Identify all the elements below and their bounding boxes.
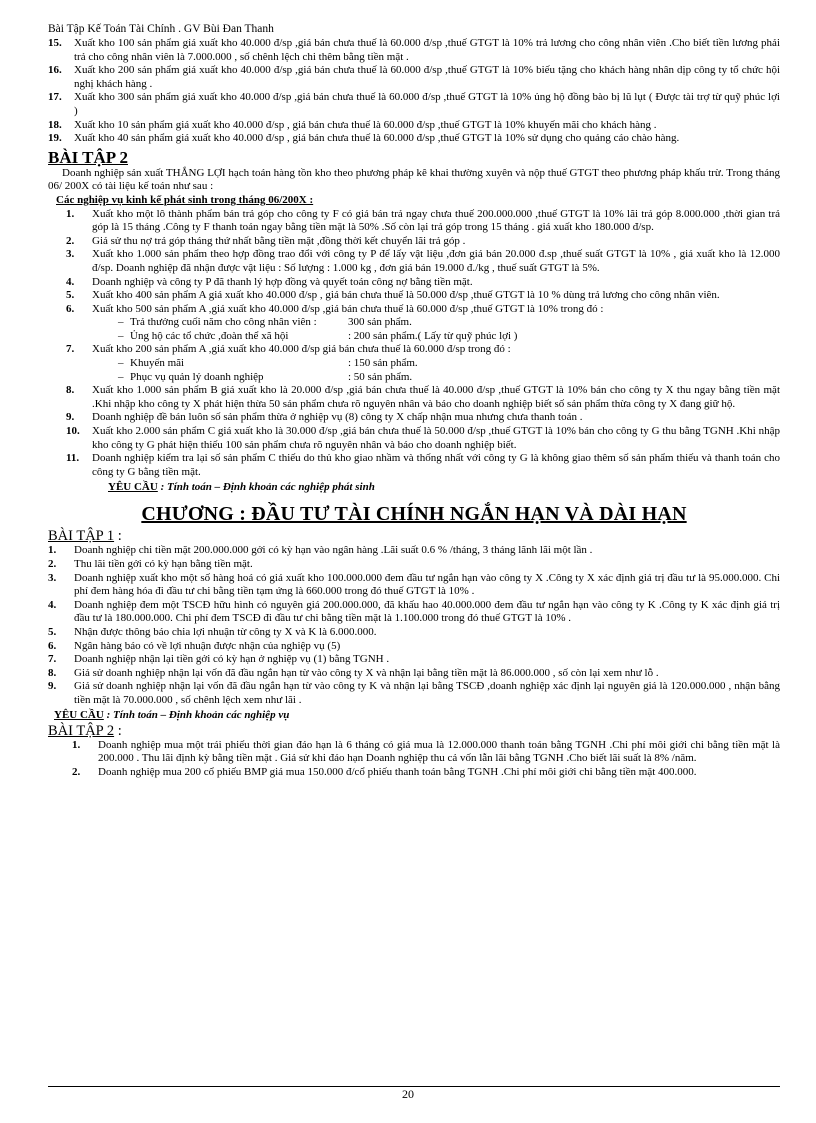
item-number: 16. [48,64,62,77]
chapter-exercise-2-list [48,739,780,780]
top-exercise-list [48,37,780,146]
item-text: Nhận được thông báo chia lợi nhuận từ công ty X và K là 6.000.000. [74,625,377,638]
item-number: 2. [66,234,75,247]
item-number: 7. [66,343,75,356]
item-text: Giả sử thu nợ trả góp tháng thứ nhất bằng tiền mặt ,đồng thời kết chuyển lãi trả góp . [92,234,466,247]
item-text: Doanh nghiệp kiểm tra lại số sản phẩm C thiếu do thủ kho giao nhầm và thống nhất với công ty G là không giao thêm số sản phẩm thiếu và thanh toán cho công ty G bằng tiền mặt. [92,452,780,478]
item-number: 4. [66,275,75,288]
sub-item-label: Khuyến mãi [130,357,185,370]
list-item [48,739,780,766]
item-text: Xuất kho 2.000 sản phẩm C giá xuất kho là 30.000 đ/sp ,giá bán chưa thuế là 50.000 đ/sp ,thuế GTGT là 10% bán cho công ty G thu bằng TGNH .Khi nhập kho công ty G phát hiện thiếu 100 sản phẩm chưa rõ nguyên nhân và báo cho doanh nghiệp biết. [92,425,780,451]
item-number: 18. [48,118,62,131]
requirement-label: YÊU CẦU [54,708,104,721]
item-number: 15. [48,37,62,49]
dash-bullet: – [118,316,124,329]
item-text: Xuất kho 500 sản phẩm A ,giá xuất kho 40.000 đ/sp ,giá bán chưa thuế là 60.000 đ/sp ,thuế GTGT là 10% trong đó : [92,302,604,315]
list-item [48,119,780,133]
exercise-2-title: BÀI TẬP 2 [48,147,128,167]
list-item [48,572,780,599]
list-item [48,626,780,640]
item-number: 2. [72,765,81,778]
sub-item [48,316,780,330]
item-text: Thu lãi tiền gởi có kỳ hạn bằng tiền mặt. [74,558,253,570]
list-item [48,766,780,780]
exercise-2-list [48,208,780,317]
list-item [48,343,780,357]
item-text: Xuất kho một lô thành phẩm bán trả góp cho công ty F có giá bán trả ngay chưa thuế 200.000.000 ,thuế GTGT là 10% lãi trả góp 8.000.000 ,thời gian trả góp là 15 tháng .Công ty F thanh toán ngay bằng tiền mặt là 50% .Số còn lại trả góp trong 15 tháng . giá xuất kho 180.000 đ/sp. [92,207,780,234]
chapter-exercise-2-title [48,723,780,739]
exercise-title-text: BÀI TẬP 2 [48,722,115,739]
item-text: Xuất kho 40 sản phẩm giá xuất kho 40.000 đ/sp , giá bán chưa thuế là 60.000 đ/sp ,thuế GTGT là 10% sử dụng cho quảng cáo chào hàng. [74,132,680,145]
sub-item-value: : 50 sản phẩm. [348,370,413,383]
item-text: Doanh nghiệp xuất kho một số hàng hoá có giá xuất kho 100.000.000 đem đầu tư ngắn hạn vào công ty X .Công ty X xác định giá trị đầu tư là 95.000.000. Chi phí đem hàng hóa đi đầu tư chi bằng tiền tạm ứng là 660.000 trong đó thuế GTGT là 10% . [74,571,780,598]
document-page [48,22,780,779]
item-number: 5. [48,625,57,638]
exercise-2-list-continued [48,384,780,479]
exercise-2-item-7 [48,343,780,357]
item-text: Xuất kho 10 sản phẩm giá xuất kho 40.000 đ/sp , giá bán chưa thuế là 60.000 đ/sp ,thuế GTGT là 10% khuyến mãi cho khách hàng . [74,118,657,131]
exercise-2-intro: Doanh nghiệp sản xuất THẮNG LỢI hạch toán hàng tồn kho theo phương pháp kê khai thường xuyên và nộp thuế GTGT theo phương pháp khấu trừ. Trong tháng 06/ 200X có tài liệu kế toán như sau : [48,166,780,193]
item-text: Doanh nghiệp chi tiền mặt 200.000.000 gởi có kỳ hạn vào ngân hàng .Lãi suất 0.6 % /tháng, 3 tháng lãnh lãi một lần . [74,544,593,557]
item-number: 3. [66,248,75,261]
requirement-text: : Tính toán – Định khoản các nghiệp phát sinh [157,481,375,494]
item-number: 2. [48,558,57,570]
list-item [48,37,780,64]
item-number: 8. [48,666,57,679]
list-item [48,91,780,118]
chapter-exercise-1-requirement [54,708,780,722]
dash-bullet: – [118,357,124,370]
item-number: 19. [48,132,62,145]
list-item [48,235,780,249]
sub-item-value: : 200 sản phẩm.( Lấy từ quỹ phúc lợi ) [348,329,518,342]
item-6-sublist [48,316,780,343]
sub-item [48,357,780,371]
sub-item [48,330,780,344]
item-number: 6. [48,639,57,652]
item-number: 17. [48,91,62,104]
list-item [48,544,780,558]
sub-item-label: Phục vụ quản lý doanh nghiệp [130,370,264,383]
list-item [48,411,780,425]
list-item [48,132,780,146]
exercise-title-colon: : [114,722,122,739]
list-item [48,64,780,91]
list-item [48,558,780,572]
requirement-label: YÊU CẦU [108,481,158,494]
sub-item-label: Ủng hộ các tổ chức ,đoàn thể xã hội [130,329,289,342]
item-text: Doanh nghiệp đem một TSCĐ hữu hình có nguyên giá 200.000.000, đã khấu hao 40.000.000 đem đầu tư ngắn hạn vào công ty K .Công ty K xác định giá trị đầu tư là 180.000.000. Chi phí đem TSCĐ đi đầu tư chi bằng tiền mặt là 1.100.000 trong đó thuế GTGT là 10% . [74,598,780,625]
list-item [48,640,780,654]
item-number: 1. [66,207,75,220]
exercise-title-colon: : [114,528,122,545]
sub-item-value: 300 sản phẩm. [348,316,412,329]
item-text: Xuất kho 200 sản phẩm giá xuất kho 40.000 đ/sp ,giá bán chưa thuế là 60.000 đ/sp ,thuế GTGT là 10% biếu tặng cho khách hàng nhân dịp công ty tổ chức hội nghị khách hàng . [74,64,780,90]
list-item [48,384,780,411]
item-number: 9. [48,680,57,693]
sub-item-label: Trả thưởng cuối năm cho công nhân viên : [130,316,317,329]
list-item [48,208,780,235]
item-text: Ngân hàng báo có về lợi nhuận được nhận của nghiệp vụ (5) [74,639,341,652]
item-7-sublist [48,357,780,384]
chapter-exercise-1-title [48,528,780,544]
item-text: Xuất kho 100 sản phẩm giá xuất kho 40.000 đ/sp ,giá bán chưa thuế là 60.000 đ/sp ,thuế GTGT là 10% trả lương cho công nhân viên .Cho biết tiền lương phải trả cho công nhân viên là 7.000.000 , số chênh lệch chi thêm bằng tiền mặt . [74,37,780,63]
dash-bullet: – [118,329,124,342]
list-item [48,303,780,317]
item-text: Xuất kho 300 sản phẩm giá xuất kho 40.000 đ/sp ,giá bán chưa thuế là 60.000 đ/sp ,thuế GTGT là 10% ủng hộ đồng bào bị lũ lụt ( Được tài trợ từ quỹ phúc lợi ) [74,91,780,117]
item-number: 7. [48,653,57,666]
exercise-2-heading: Các nghiệp vụ kinh kế phát sinh trong tháng 06/200X : [56,193,314,206]
exercise-title-text: BÀI TẬP 1 [48,528,115,545]
item-text: Giả sử doanh nghiệp nhận lại vốn đã đầu ngắn hạn từ vào công ty X và nhận lại bằng tiền mặt là 86.000.000 , số còn lại xem như lỗ . [74,666,659,679]
item-number: 1. [48,544,57,557]
requirement-text: : Tính toán – Định khoản các nghiệp vụ [103,708,290,721]
item-number: 1. [72,738,81,751]
item-number: 8. [66,384,75,397]
item-number: 5. [66,289,75,302]
item-text: Giả sử doanh nghiệp nhận lại vốn đã đầu ngắn hạn từ vào công ty K và nhận lại bằng TSCĐ ,doanh nghiệp xác định lại nguyên giá là 120.000.000 , nhận bằng tiền mặt là 70.000.000 , số chênh lệch xem như lãi . [74,680,780,706]
item-text: Xuất kho 400 sản phẩm A giá xuất kho 40.000 đ/sp , giá bán chưa thuế là 50.000 đ/sp ,thuế GTGT là 10 % dùng trả lương cho công nhân viên. [92,289,720,302]
list-item [48,425,780,452]
item-number: 4. [48,598,57,611]
exercise-2-requirement [108,480,780,494]
list-item [48,248,780,275]
list-item [48,276,780,290]
item-text: Doanh nghiệp mua 200 cổ phiếu BMP giá mua 150.000 đ/cổ phiếu thanh toán bằng TGNH .Chi phí môi giới chi bằng tiền mặt 400.000. [98,765,697,778]
item-text: Doanh nghiệp nhận lại tiền gởi có kỳ hạn ở nghiệp vụ (1) bằng TGNH . [74,653,390,666]
list-item [48,667,780,681]
list-item [48,599,780,626]
list-item [48,653,780,667]
item-text: Doanh nghiệp mua một trái phiếu thời gian đáo hạn là 6 tháng có giá mua là 12.000.000 thanh toán bằng TGNH .Chi phí môi giới chi bằng tiền mặt là 200.000 . Thu lãi định kỳ bằng tiền mặt . Giả sử khi đáo hạn Doanh nghiệp thu cả vốn lẫn lãi bằng TGNH .Cho biết lãi suất là 8% /năm. [98,738,780,765]
item-number: 3. [48,571,57,584]
item-text: Doanh nghiệp và công ty P đã thanh lý hợp đồng và quyết toán công nợ bằng tiền mặt. [92,275,473,288]
item-text: Xuất kho 1.000 sản phẩm theo hợp đồng trao đổi với công ty P để lấy vật liệu ,đơn giá bán 20.000 đ.sp ,thuế suất GTGT là 10% , giá xuất kho là 12.000 đ/sp. Doanh nghiệp đã nhận được vật liệu : Số lượng : 1.000 kg , đơn giá bán 19.000 đ./kg , thuế suất GTGT là 5%. [92,248,780,274]
list-item [48,289,780,303]
item-number: 11. [66,452,80,465]
item-number: 9. [66,411,75,424]
dash-bullet: – [118,370,124,383]
item-text: Doanh nghiệp đề bán luôn số sản phẩm thừa ở nghiệp vụ (8) công ty X chấp nhận mua nhưng chưa thanh toán . [92,411,583,424]
item-number: 6. [66,302,75,315]
chapter-exercise-1-list [48,544,780,707]
sub-item-value: : 150 sản phẩm. [348,357,418,370]
chapter-title: CHƯƠNG : ĐẦU TƯ TÀI CHÍNH NGẮN HẠN VÀ DÀI HẠN [141,503,687,526]
item-text: Xuất kho 200 sản phẩm A ,giá xuất kho 40.000 đ/sp giá bán chưa thuế là 60.000 đ/sp trong đó : [92,343,511,356]
item-number: 10. [66,425,80,438]
list-item [48,452,780,479]
page-header: Bài Tập Kế Toán Tài Chính . GV Bùi Đan Thanh [48,23,274,35]
page-number: 20 [402,1087,414,1099]
sub-item [48,371,780,385]
item-text: Xuất kho 1.000 sản phẩm B giá xuất kho là 20.000 đ/sp ,giá bán chưa thuế là 40.000 đ/sp ,thuế GTGT là 10% bán cho công ty X thu ngay bằng tiền mặt .Khi nhập kho công ty X phát hiện thừa 50 sản phẩm chưa rõ nguyên nhân và báo cho doanh nghiệp biết số sản phẩm thừa công ty X đang giữ hộ. [92,384,780,410]
list-item [48,680,780,707]
